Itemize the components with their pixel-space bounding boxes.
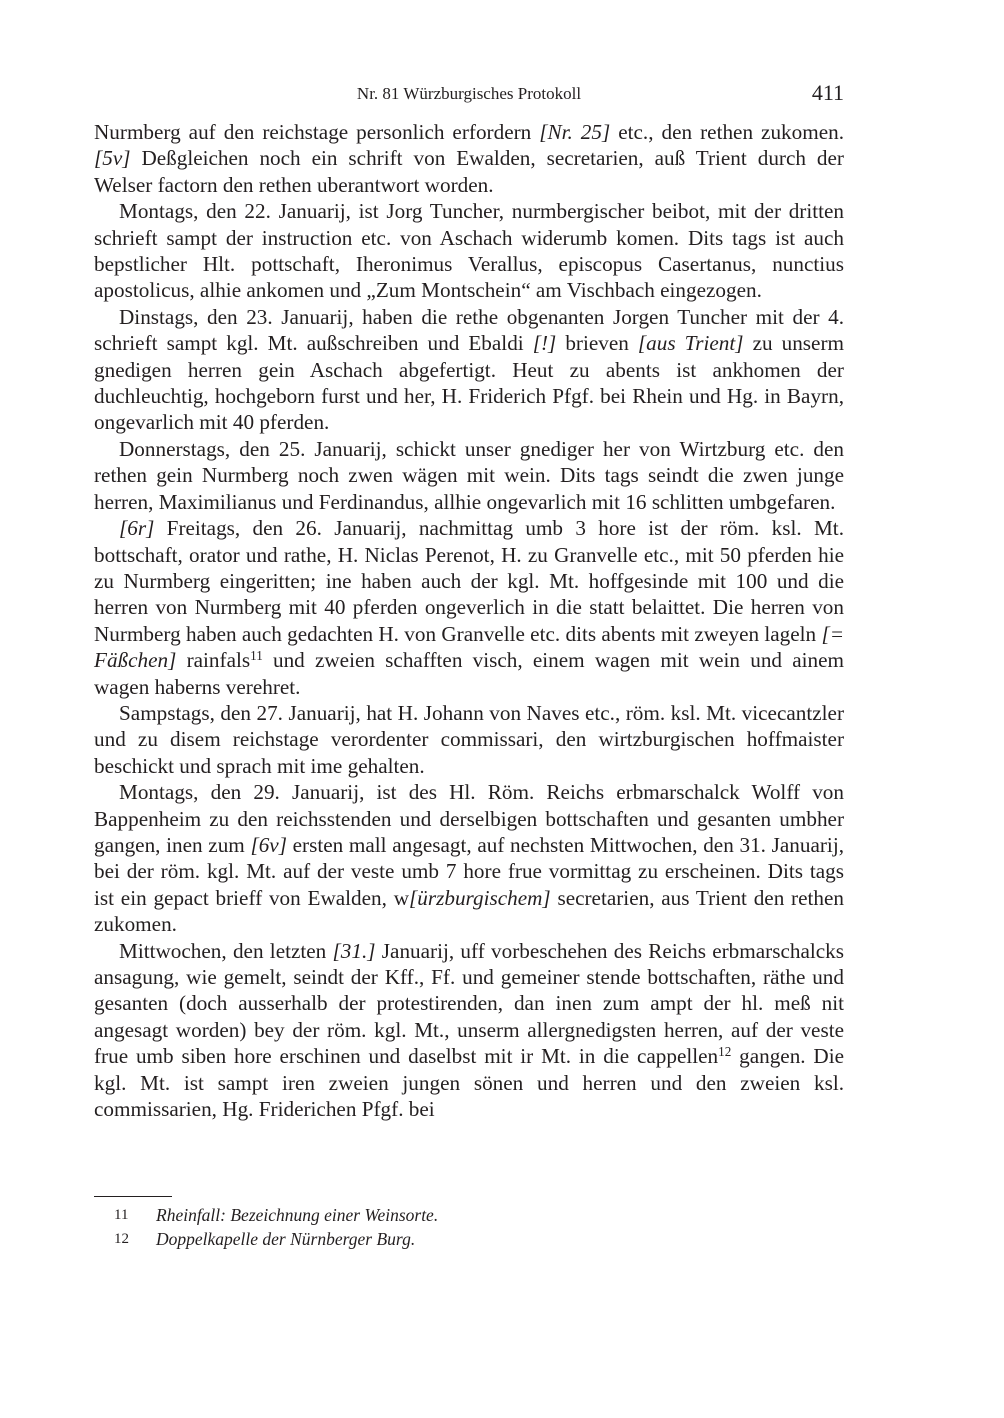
text-run: Januarij, uff vorbeschehen des Reichs erbmarschalcks ansagung, wie gemelt, seindt der Kff., Ff. und gemeiner stende bottschaften, räthe und gesanten (doch ausserhalb der protestirenden, dan inen zum ampt der hl. meß nit angesagt worden) bey der röm. kgl. Mt., unserm allergnedigsten herren, auf der veste frue umb siben hore erschinen und daselbst mit ir Mt. in die cappellen	[94, 938, 844, 1069]
editorial-expansion: [ürzburgischem]	[409, 885, 551, 910]
editorial-note: [aus Trient]	[637, 331, 744, 356]
paragraph-7	[94, 779, 844, 937]
footnote-ref-11[interactable]: 11	[250, 647, 263, 663]
footnote-ref-12[interactable]: 12	[718, 1044, 732, 1059]
folio-marker: [5v]	[94, 146, 131, 171]
editorial-note: [= Fäßchen]	[94, 621, 844, 673]
text-run: etc., den rethen zukomen.	[610, 120, 844, 144]
page-number: 411	[811, 80, 844, 105]
footnote-11	[94, 1203, 844, 1227]
footnote-number: 12	[114, 1231, 129, 1247]
text-run: Deßgleichen noch ein schrift von Ewalden, secretarien, auß Trient durch der Welser factorn den rethen uberantwort worden.	[94, 146, 844, 197]
footnote-number: 11	[114, 1207, 129, 1223]
editorial-sic: [!]	[532, 331, 557, 356]
paragraph-6: Sampstags, den 27. Januarij, hat H. Johann von Naves etc., röm. ksl. Mt. vicecantzler und zu disem reichstage verordenter commissari, den wirtzburgischen hoffmaister beschickt und sprach mit ime gehalten.	[94, 700, 844, 778]
folio-marker: [6r]	[119, 516, 155, 541]
paragraph-8	[94, 938, 844, 1123]
text-run: zu unserm gnedigen herren gein Aschach abgefertigt. Heut zu abents ist ankhomen der duchleuchtig, hochgeborn furst und her, H. Friderich Pfgf. bei Rhein und Hg. in Bayrn, ongevarlich mit 40 pferden.	[94, 331, 844, 435]
footnote-divider	[94, 1196, 172, 1197]
text-run: Nurmberg auf den reichstage personlich erfordern	[94, 120, 540, 144]
text-run: Freitags, den 26. Januarij, nachmittag umb 3 hore ist der röm. ksl. Mt. bottschaft, orator und rathe, H. Niclas Perenot, H. zu Granvelle etc., mit 50 pferden hie zu Nurmberg eingeritten; ine haben auch der kgl. Mt. hoffgesinde mit 100 und die herren von Nurmberg mit 40 pferden ongeverlich in die statt belaittet. Die herren von Nurmberg haben auch gedachten H. von Granvelle etc. dits abents mit zweyen lageln	[94, 516, 844, 646]
text-run: ersten mall angesagt, auf nechsten Mittwochen, den 31. Januarij, bei der röm. kgl. Mt. auf der veste umb 7 hore frue vormittag zu erscheinen. Dits tags ist ein gepact brieff von Ewalden, w	[94, 832, 845, 910]
text-run: brieven	[556, 331, 638, 356]
running-title: Nr. 81 Würzburgisches Protokoll	[356, 84, 582, 103]
text-run: Mittwochen, den letzten	[119, 938, 333, 963]
footnote-12	[94, 1227, 844, 1251]
footnote-text: Rheinfall: Bezeichnung einer Weinsorte.	[156, 1205, 439, 1225]
paragraph-5	[94, 515, 844, 700]
footnotes	[94, 1203, 844, 1251]
main-text	[94, 119, 844, 1122]
editorial-reference: [Nr. 25]	[539, 120, 611, 144]
text-run: Dinstags, den 23. Januarij, haben die rethe obgenanten Jorgen Tuncher mit der 4. schrieft sampt kgl. Mt. außschreiben und Ebaldi	[94, 304, 844, 356]
paragraph-4: Donnerstags, den 25. Januarij, schickt unser gnediger her von Wirtzburg etc. den rethen gein Nurmberg noch zwen wägen mit wein. Dits tags seindt die zwen junge herren, Maximilianus und Ferdinandus, allhie ongevarlich mit 16 schlitten umbgefaren.	[94, 436, 844, 514]
running-header	[94, 80, 844, 110]
text-run: gangen. Die kgl. Mt. ist sampt iren zweien jungen sönen und herren und den zweien ksl. commissarien, Hg. Friderichen Pfgf. bei	[94, 1044, 845, 1122]
text-run: und zweien schafften visch, einem wagen mit wein und ainem wagen haberns verehret.	[94, 648, 844, 699]
editorial-note: [31.]	[332, 938, 376, 963]
text-run: Montags, den 29. Januarij, ist des Hl. Röm. Reichs erbmarschalck Wolff von Bappenheim zu den reichsstenden und derselbigen bottschaften und gesanten umbher gangen, inen zum	[94, 780, 844, 857]
text-run: rainfals	[176, 648, 251, 673]
footnote-text: Doppelkapelle der Nürnberger Burg.	[156, 1229, 416, 1249]
paragraph-1	[94, 119, 844, 198]
folio-marker: [6v]	[250, 832, 287, 857]
paragraph-3	[94, 304, 844, 436]
paragraph-2: Montags, den 22. Januarij, ist Jorg Tuncher, nurmbergischer beibot, mit der dritten schrieft sampt der instruction etc. von Aschach widerumb komen. Dits tags ist auch bepstlicher Hlt. pottschaft, Iheronimus Verallus, episcopus Casertanus, nunctius apostolicus, alhie ankomen und „Zum Montschein“ am Vischbach eingezogen.	[94, 199, 844, 303]
text-run: secretarien, aus Trient den rethen zukomen.	[94, 885, 844, 937]
